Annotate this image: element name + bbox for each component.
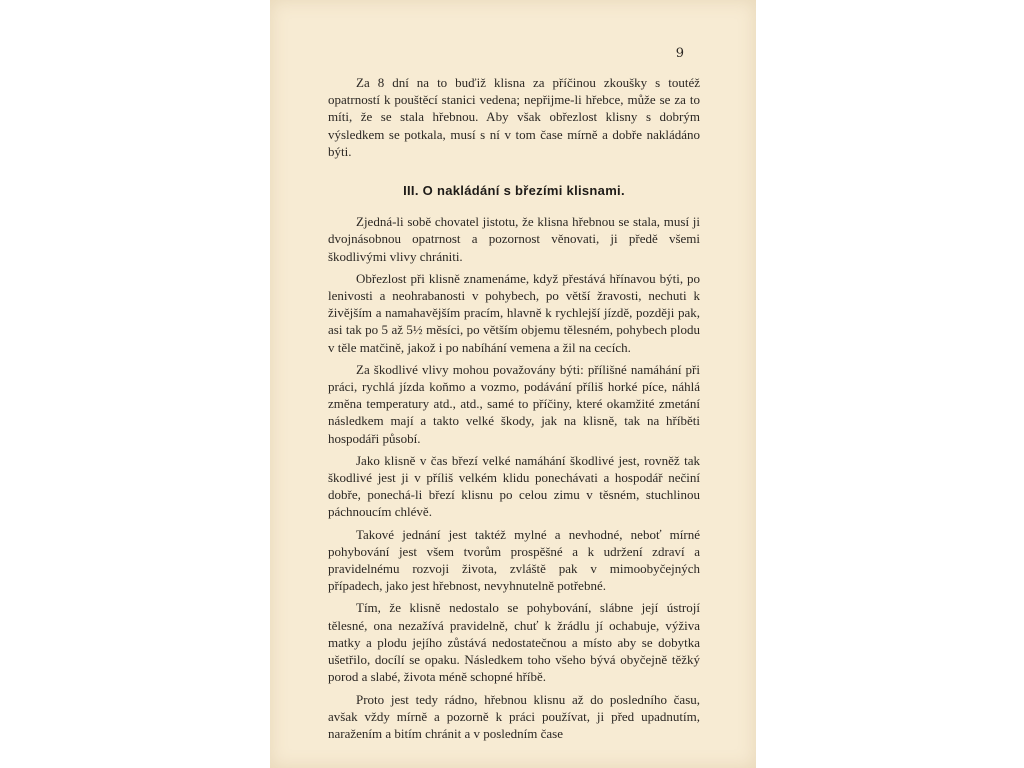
- paragraph-1: Zjedná-li sobě chovatel jistotu, že klisna hřebnou se stala, musí ji dvojnásobnou opatrnost a pozornost věnovati, ji předě všemi škodlivými vlivy chrániti.: [328, 214, 700, 264]
- intro-paragraph: Za 8 dní na to buďiž klisna za příčinou zkoušky s toutéž opatrností k pouštěcí stanici vedena; nepřijme-li hřebce, může se za to míti, že se stala hřebnou. Aby však obřezlost klisny s dobrým výsledkem se potkala, musí s ní v tom čase mírně a dobře nakládáno býti.: [328, 75, 700, 159]
- book-page: [270, 0, 756, 768]
- paragraph-7: Proto jest tedy rádno, hřebnou klisnu až do posledního času, avšak vždy mírně a pozorně k práci používat, ji před upadnutím, naražením a bitím chránit a v posledním čase: [328, 691, 700, 741]
- section-heading: III. O nakládání s březími klisnami.: [403, 183, 625, 199]
- page-number: 9: [675, 46, 684, 61]
- paragraph-2: Obřezlost při klisně znamenáme, když přestává hřínavou býti, po lenivosti a neohrabanosti v pohybech, po větší žravosti, nechuti k živějším a namahavějším pracím, hlavně k rychlejší jízdě, později pak, asi tak po 5 až 5½ měsíci, po větším objemu tělesném, pohybech plodu v těle matčině, jakož i po nabíhání vemena a žil na cecích.: [328, 270, 700, 355]
- paragraph-5: Takové jednání jest taktéž mylné a nevhodné, neboť mírné pohybování jest všem tvorům prospěšné a k udržení zdraví a pravidelnému rozvoji života, zvláště pak v mimoobyčejných případech, jako jest hřebnost, nevyhnutelně potřebné.: [328, 526, 700, 594]
- paragraph-3: Za škodlivé vlivy mohou považovány býti: přílišné namáhání při práci, rychlá jízda koňmo a vozmo, podávání příliš horké píce, náhlá změna temperatury atd., atd., samé to příčiny, které okamžité zmetání následkem mají a takto velké škody, jak na klisně, tak na hříběti hospodáři působí.: [328, 361, 700, 446]
- page-text: [328, 74, 700, 747]
- paragraph-4: Jako klisně v čas březí velké namáhání škodlivé jest, rovněž tak škodlivé jest ji v příliš velkém klidu ponechávati a hospodář nečiní dobře, ponechá-li březí klisnu po celou zimu v těsném, stuchlinou páchnoucím chlévě.: [328, 452, 700, 520]
- paragraph-6: Tím, že klisně nedostalo se pohybování, slábne její ústrojí tělesné, ona nezažívá pravidelně, chuť k žrádlu jí ochabuje, výživa matky a plodu jejího zůstává nedostatečnou a místo aby se dobytka ušetřilo, docílí se opaku. Následkem toho všeho bývá obyčejně těžký porod a slabé, života méně schopné hříbě.: [328, 600, 700, 685]
